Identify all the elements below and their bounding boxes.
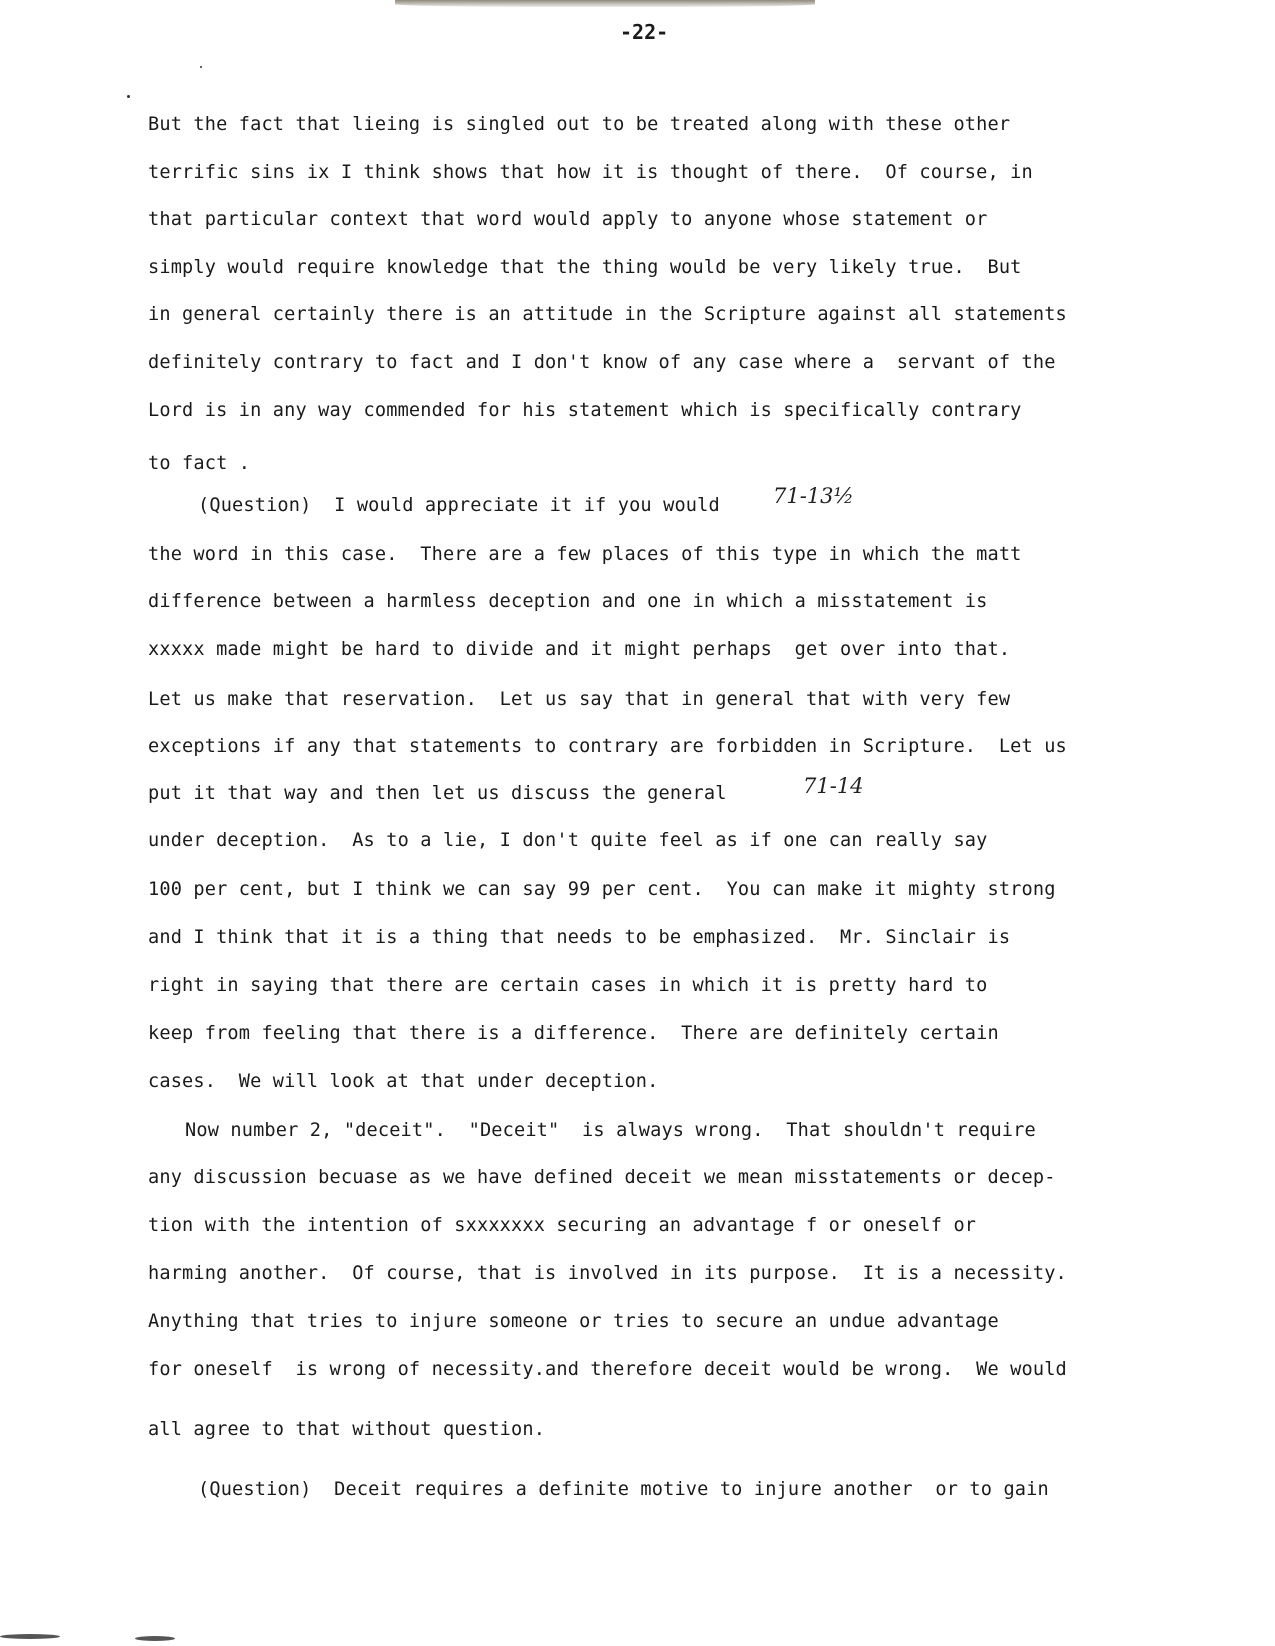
text-line: the word in this case. There are a few places of this type in which the matt (148, 544, 1022, 565)
text-line: definitely contrary to fact and I don't know of any case where a servant of the (148, 352, 1056, 373)
text-line: tion with the intention of sxxxxxxx securing an advantage f or oneself or (148, 1215, 977, 1236)
handwritten-annotation: 71-13½ (773, 484, 854, 508)
text-line: under deception. As to a lie, I don't quite feel as if one can really say (148, 830, 988, 851)
text-line: exceptions if any that statements to contrary are forbidden in Scripture. Let us (148, 736, 1067, 757)
text-line: But the fact that lieing is singled out to be treated along with these other (148, 114, 1011, 135)
text-line: Now number 2, "deceit". "Deceit" is always wrong. That shouldn't require (185, 1120, 1036, 1141)
text-line: 100 per cent, but I think we can say 99 per cent. You can make it mighty strong (148, 879, 1056, 900)
text-line: (Question) Deceit requires a definite motive to injure another or to gain (198, 1479, 1049, 1500)
text-line: for oneself is wrong of necessity.and therefore deceit would be wrong. We would (148, 1359, 1067, 1380)
text-line: Let us make that reservation. Let us say that in general that with very few (148, 689, 1011, 710)
page-number: -22- (620, 20, 669, 44)
text-line: any discussion becuase as we have defined deceit we mean misstatements or decep- (148, 1167, 1056, 1188)
text-line: keep from feeling that there is a difference. There are definitely certain (148, 1023, 999, 1044)
text-line: and I think that it is a thing that needs to be emphasized. Mr. Sinclair is (148, 927, 1011, 948)
text-line: in general certainly there is an attitude in the Scripture against all statements (148, 304, 1067, 325)
text-line: put it that way and then let us discuss the general (148, 783, 727, 804)
handwritten-annotation: 71-14 (803, 774, 864, 798)
text-line: (Question) I would appreciate it if you would (198, 495, 720, 516)
text-line: that particular context that word would apply to anyone whose statement or (148, 209, 988, 230)
text-line: all agree to that without question. (148, 1419, 546, 1440)
text-line: simply would require knowledge that the thing would be very likely true. But (148, 257, 1022, 278)
text-line: terrific sins ix I think shows that how it is thought of there. Of course, in (148, 162, 1033, 183)
bottom-edge-smudge (0, 1634, 60, 1639)
text-line: harming another. Of course, that is involved in its purpose. It is a necessity. (148, 1263, 1067, 1284)
bottom-edge-smudge (135, 1636, 175, 1641)
text-line: Anything that tries to injure someone or tries to secure an undue advantage (148, 1311, 999, 1332)
text-line: Lord is in any way commended for his statement which is specifically contrary (148, 400, 1022, 421)
text-line: xxxxx made might be hard to divide and it might perhaps get over into that. (148, 639, 1011, 660)
text-line: right in saying that there are certain cases in which it is pretty hard to (148, 975, 988, 996)
text-line: to fact . (148, 453, 251, 474)
text-line: difference between a harmless deception and one in which a misstatement is (148, 591, 988, 612)
text-line: cases. We will look at that under deception. (148, 1071, 659, 1092)
